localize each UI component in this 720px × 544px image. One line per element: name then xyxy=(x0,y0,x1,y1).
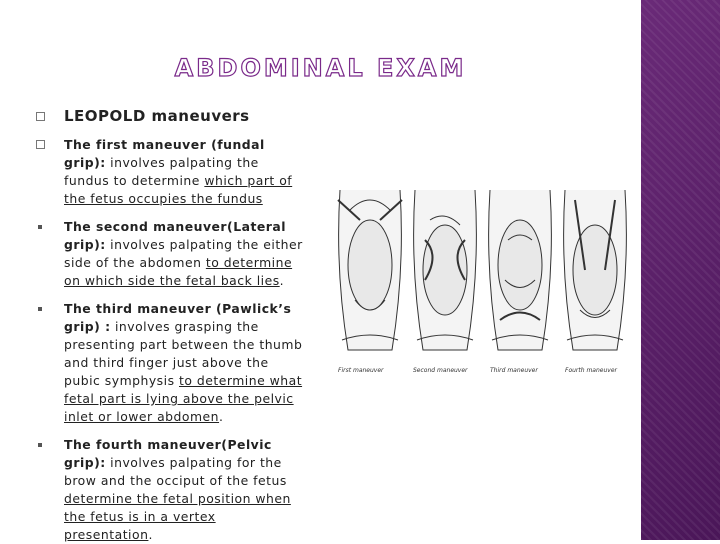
item-underlined: to determine what fetal part is lying above the pelvic inlet or lower abdomen xyxy=(64,373,303,424)
item-lead: The first maneuver (fundal grip): xyxy=(64,137,265,170)
item-text: involves palpating the fundus to determine xyxy=(64,155,259,188)
list-item xyxy=(36,300,308,426)
bullet-list xyxy=(36,106,308,544)
item-lead: The second maneuver(Lateral grip): xyxy=(64,219,287,252)
list-heading: LEOPOLD maneuvers xyxy=(64,107,250,125)
square-bullet-icon xyxy=(38,443,42,447)
slide-title: ABDOMINAL EXAM xyxy=(174,54,467,82)
abdomen-figure-2 xyxy=(414,190,477,350)
item-tail: . xyxy=(219,409,224,424)
checkbox-bullet-icon xyxy=(36,140,45,149)
abdomen-figure-3 xyxy=(489,190,552,350)
list-item xyxy=(36,436,308,544)
list-item xyxy=(36,218,308,290)
abdomen-figure-4 xyxy=(564,190,627,350)
leopold-maneuvers-illustration xyxy=(330,180,630,380)
panel-label: Fourth maneuver xyxy=(565,367,617,374)
panel-label: First maneuver xyxy=(338,367,384,374)
item-text: involves palpating the either side of the abdomen xyxy=(64,237,303,270)
list-item xyxy=(36,136,308,208)
item-lead: The third maneuver (Pawlick’s grip) : xyxy=(64,301,292,334)
maneuvers-drawing xyxy=(330,180,630,380)
item-tail: . xyxy=(148,527,153,542)
square-bullet-icon xyxy=(38,307,42,311)
square-bullet-icon xyxy=(38,225,42,229)
panel-label: Second maneuver xyxy=(413,367,468,374)
item-tail: . xyxy=(279,273,285,288)
item-underlined: which part of the fetus occupies the fundus xyxy=(64,173,293,206)
item-lead: The fourth maneuver(Pelvic grip): xyxy=(64,437,272,470)
checkbox-bullet-icon xyxy=(36,112,45,121)
list-item xyxy=(36,106,308,126)
item-underlined: to determine on which side the fetal back lies xyxy=(64,255,293,288)
item-text: involves palpating for the brow and the occiput of the fetus xyxy=(64,455,287,488)
item-text: involves grasping the presenting part between the thumb and third finger just above the pubic symphysis xyxy=(64,319,303,388)
item-underlined: determine the fetal position when the fetus is in a vertex presentation xyxy=(64,491,291,542)
decorative-sidebar xyxy=(641,0,720,540)
panel-label: Third maneuver xyxy=(490,367,538,374)
abdomen-figure-1 xyxy=(338,190,402,350)
